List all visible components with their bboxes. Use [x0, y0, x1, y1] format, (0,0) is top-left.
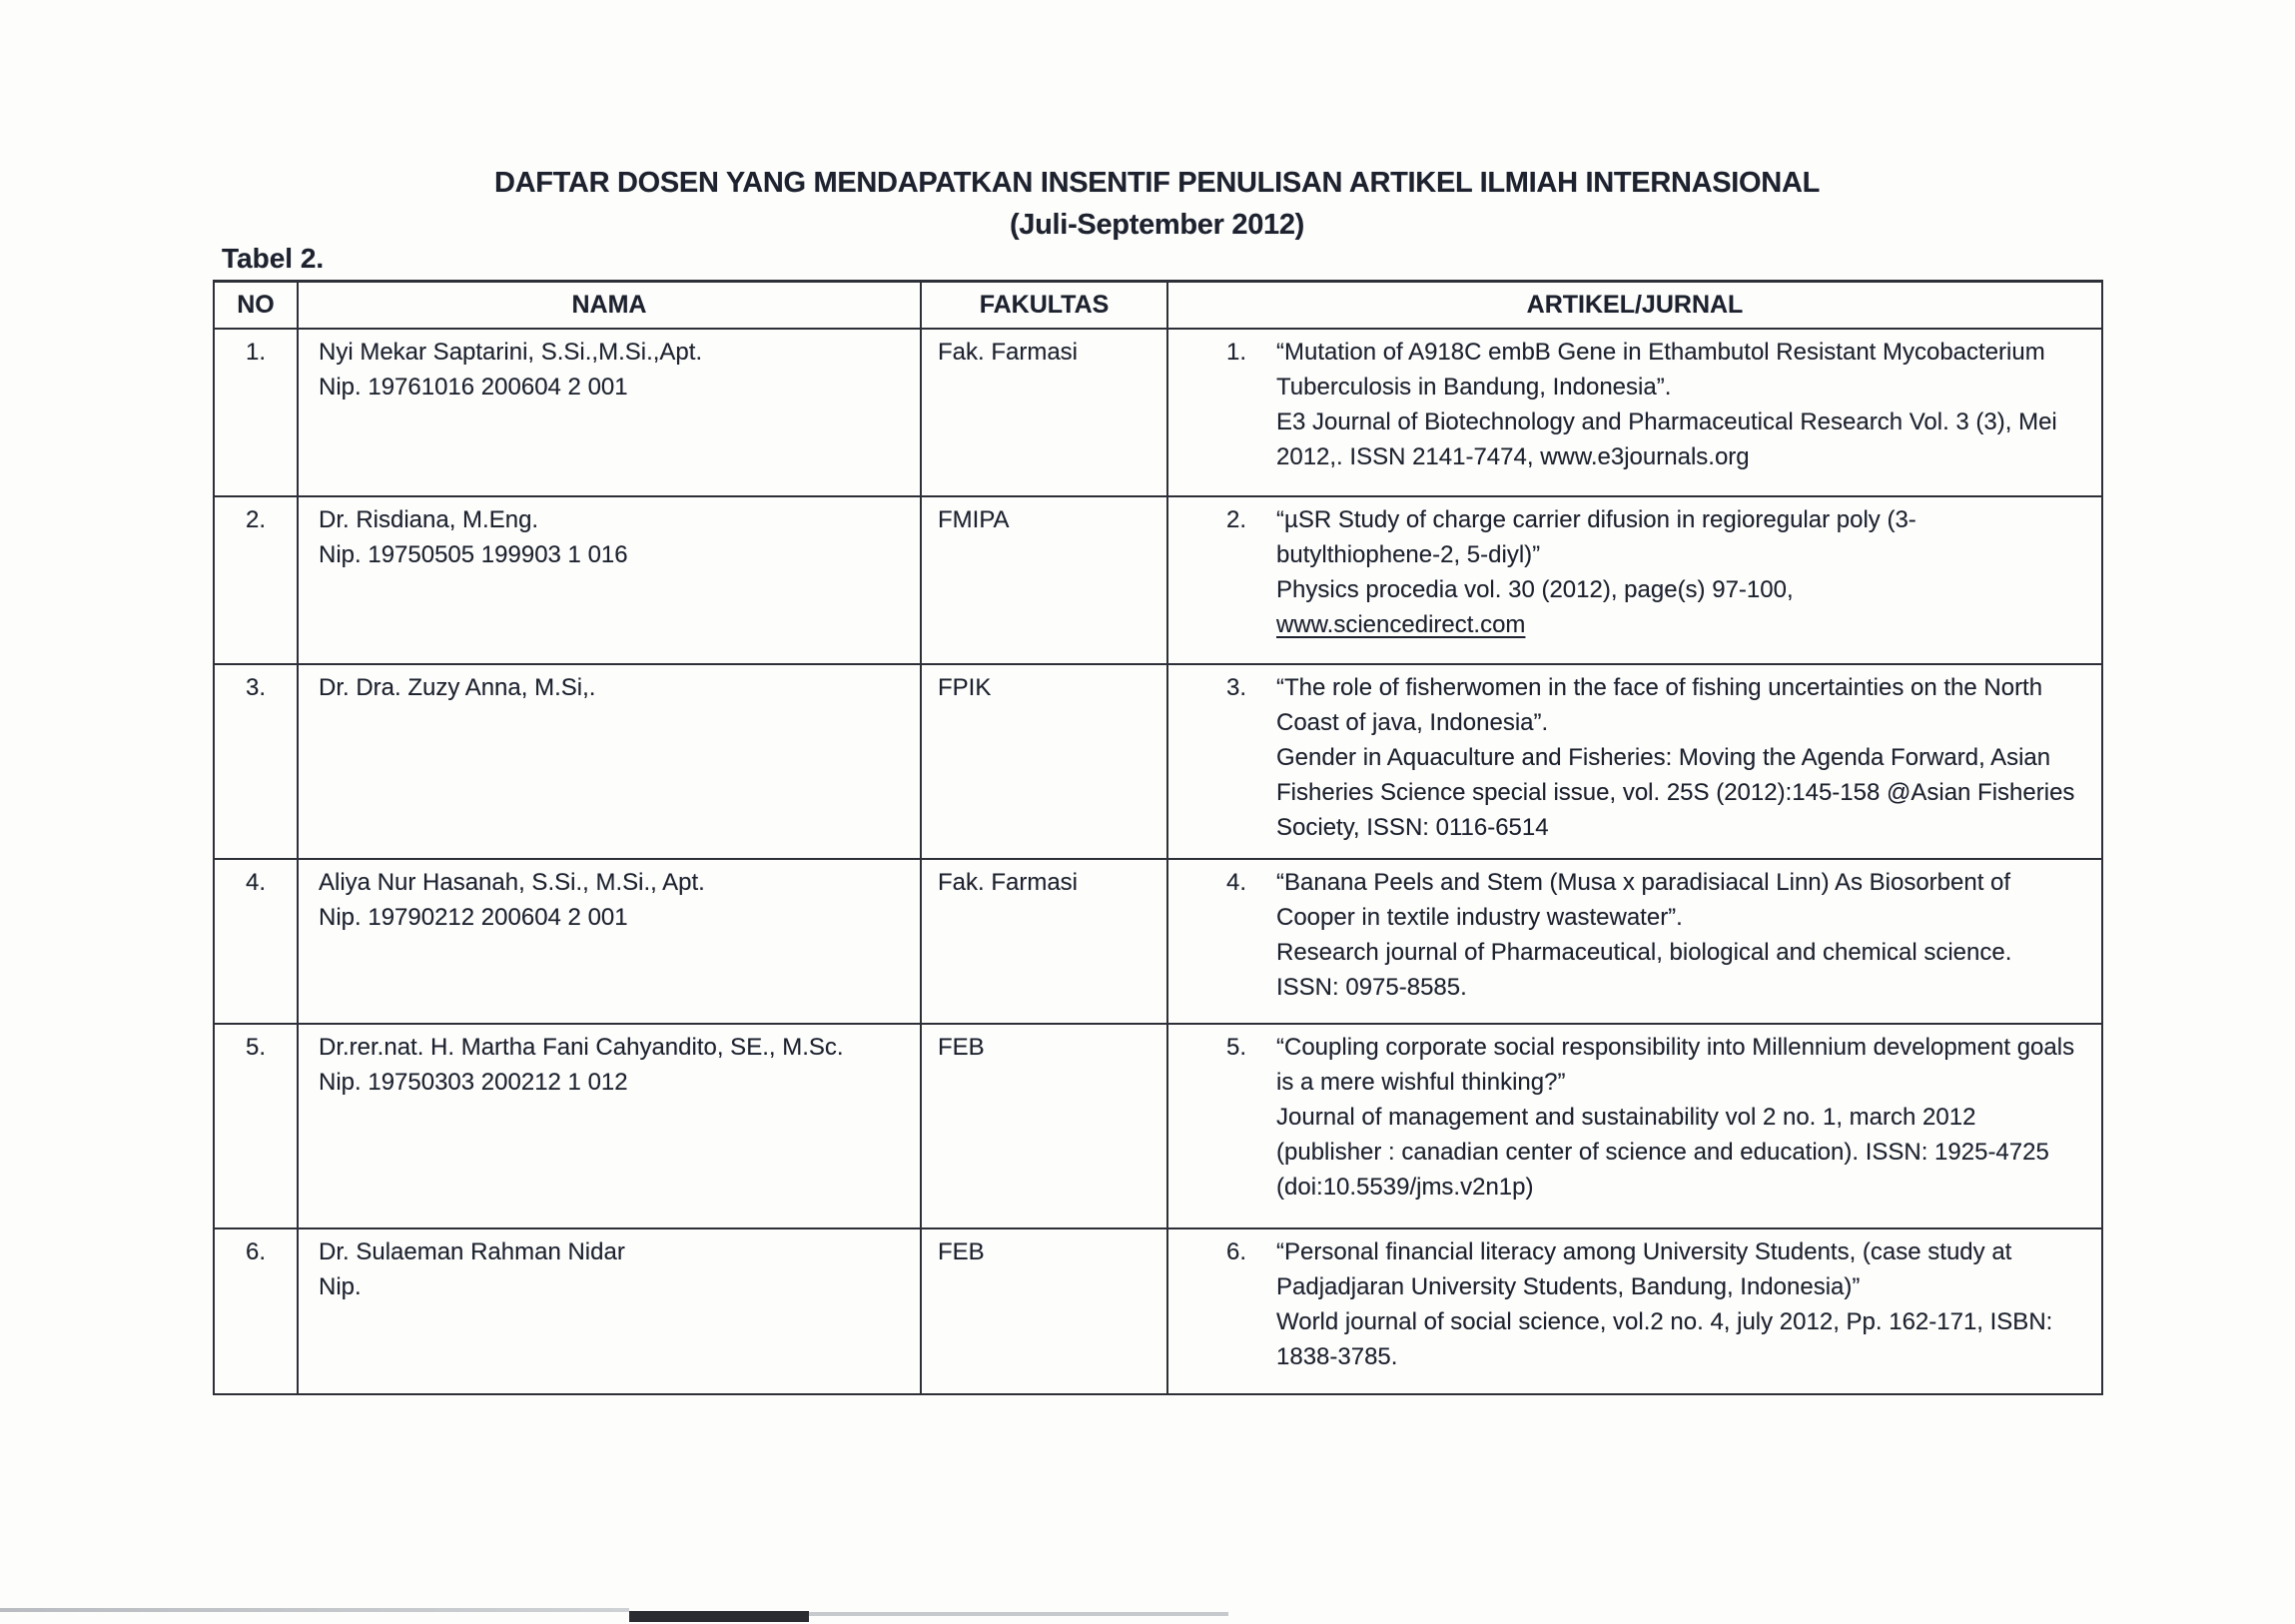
- table-body: [214, 329, 2102, 1394]
- name-line: Dr. Sulaeman Rahman Nidar: [319, 1238, 625, 1265]
- no-cell: 5.: [214, 1024, 298, 1228]
- artikel-line: Journal of management and sustainability vol 2 no. 1, march 2012 (publisher : canadian center of science and education). ISSN: 1925-4725 (doi:10.5539/jms.v2n1p): [1276, 1104, 2049, 1201]
- table-row: [214, 664, 2102, 859]
- artikel-line: “The role of fisherwomen in the face of fishing uncertainties on the North Coast of java, Indonesia”.: [1276, 674, 2043, 736]
- page-title: DAFTAR DOSEN YANG MENDAPATKAN INSENTIF PENULISAN ARTIKEL ILMIAH INTERNASIONAL: [493, 167, 1821, 199]
- fakultas-cell: FEB: [921, 1024, 1167, 1228]
- fakultas-cell: FPIK: [921, 664, 1167, 859]
- no-cell: 6.: [214, 1228, 298, 1394]
- artikel-number: 4.: [1226, 869, 1247, 896]
- header-no: NO: [214, 282, 298, 330]
- artikel-item: [1168, 670, 2079, 845]
- name-line: Dr.rer.nat. H. Martha Fani Cahyandito, SE., M.Sc.: [319, 1034, 844, 1061]
- artikel-line: Research journal of Pharmaceutical, biological and chemical science. ISSN: 0975-8585.: [1276, 939, 2012, 1001]
- artikel-line: “Personal financial literacy among University Students, (case study at Padjadjaran University Students, Bandung, Indonesia)”: [1276, 1238, 2012, 1300]
- artikel-number: 1.: [1226, 339, 1247, 366]
- name-line: Dr. Dra. Zuzy Anna, M.Si,.: [319, 674, 596, 701]
- fakultas-cell: FMIPA: [921, 496, 1167, 664]
- artikel-body: [1276, 670, 2079, 845]
- artikel-cell: [1167, 859, 2102, 1024]
- no-cell: 4.: [214, 859, 298, 1024]
- artikel-item: [1168, 335, 2079, 474]
- artikel-item: [1168, 502, 2079, 642]
- table-label: Tabel 2.: [222, 243, 325, 274]
- artikel-line: Physics procedia vol. 30 (2012), page(s) 97-100,: [1276, 576, 1794, 603]
- artikel-item: [1168, 1234, 2079, 1374]
- dosen-table: [213, 280, 2103, 1395]
- table-row: [214, 1228, 2102, 1394]
- name-line: Dr. Risdiana, M.Eng.: [319, 506, 539, 533]
- artikel-line: Gender in Aquaculture and Fisheries: Moving the Agenda Forward, Asian Fisheries Science special issue, vol. 25S (2012):145-158 @Asian Fisheries Society, ISSN: 0116-6514: [1276, 744, 2075, 841]
- header-nama: NAMA: [298, 282, 921, 330]
- fakultas-cell: Fak. Farmasi: [921, 859, 1167, 1024]
- artikel-body: [1276, 1030, 2079, 1205]
- name-line: Nyi Mekar Saptarini, S.Si.,M.Si.,Apt.: [319, 339, 703, 366]
- artikel-number: 6.: [1226, 1238, 1247, 1265]
- artikel-line: “Coupling corporate social responsibility into Millennium development goals is a mere wishful thinking?”: [1276, 1034, 2075, 1096]
- no-cell: 1.: [214, 329, 298, 496]
- artikel-item: [1168, 865, 2079, 1005]
- artikel-number: 3.: [1226, 674, 1247, 701]
- sciencedirect-link: www.sciencedirect.com: [1276, 611, 1526, 638]
- artikel-line: “µSR Study of charge carrier difusion in regioregular poly (3-butylthiophene-2, 5-diyl)”: [1276, 506, 1916, 568]
- no-cell: 3.: [214, 664, 298, 859]
- artikel-line: “Banana Peels and Stem (Musa x paradisiacal Linn) As Biosorbent of Cooper in textile industry wastewater”.: [1276, 869, 2011, 931]
- no-cell: 2.: [214, 496, 298, 664]
- table-row: [214, 329, 2102, 496]
- nip-line: Nip. 19761016 200604 2 001: [319, 374, 628, 401]
- artikel-number: 2.: [1226, 506, 1247, 533]
- header-artikel: ARTIKEL/JURNAL: [1167, 282, 2102, 330]
- artikel-cell: [1167, 1228, 2102, 1394]
- document-heading: [213, 163, 2101, 245]
- nama-cell: [298, 329, 921, 496]
- nama-cell: [298, 859, 921, 1024]
- scan-edge-artifact: [809, 1612, 1228, 1616]
- artikel-body: [1276, 865, 2079, 1005]
- table-row: [214, 496, 2102, 664]
- artikel-line: E3 Journal of Biotechnology and Pharmaceutical Research Vol. 3 (3), Mei 2012,. ISSN 2141-7474, www.e3journals.org: [1276, 408, 2057, 470]
- nama-cell: [298, 496, 921, 664]
- nip-line: Nip. 19790212 200604 2 001: [319, 904, 628, 931]
- artikel-number: 5.: [1226, 1034, 1247, 1061]
- artikel-item: [1168, 1030, 2079, 1205]
- artikel-cell: [1167, 496, 2102, 664]
- header-fakultas: FAKULTAS: [921, 282, 1167, 330]
- nama-cell: [298, 664, 921, 859]
- fakultas-cell: Fak. Farmasi: [921, 329, 1167, 496]
- nama-cell: [298, 1228, 921, 1394]
- artikel-cell: [1167, 1024, 2102, 1228]
- artikel-cell: [1167, 329, 2102, 496]
- table-row: [214, 1024, 2102, 1228]
- artikel-line: World journal of social science, vol.2 no. 4, july 2012, Pp. 162-171, ISBN: 1838-3785.: [1276, 1308, 2053, 1370]
- nama-cell: [298, 1024, 921, 1228]
- scan-edge-artifact: [629, 1611, 809, 1622]
- fakultas-cell: FEB: [921, 1228, 1167, 1394]
- nip-line: Nip. 19750505 199903 1 016: [319, 541, 628, 568]
- page-subtitle: (Juli-September 2012): [1009, 209, 1305, 241]
- nip-line: Nip. 19750303 200212 1 012: [319, 1069, 628, 1096]
- artikel-line: “Mutation of A918C embB Gene in Ethambutol Resistant Mycobacterium Tuberculosis in Bandung, Indonesia”.: [1276, 339, 2045, 401]
- artikel-body: [1276, 1234, 2079, 1374]
- scan-edge-artifact: [0, 1608, 629, 1612]
- artikel-body: [1276, 502, 2079, 642]
- name-line: Aliya Nur Hasanah, S.Si., M.Si., Apt.: [319, 869, 705, 896]
- table-header-row: [214, 282, 2102, 330]
- nip-line: Nip.: [319, 1273, 362, 1300]
- artikel-body: [1276, 335, 2079, 474]
- table-row: [214, 859, 2102, 1024]
- artikel-cell: [1167, 664, 2102, 859]
